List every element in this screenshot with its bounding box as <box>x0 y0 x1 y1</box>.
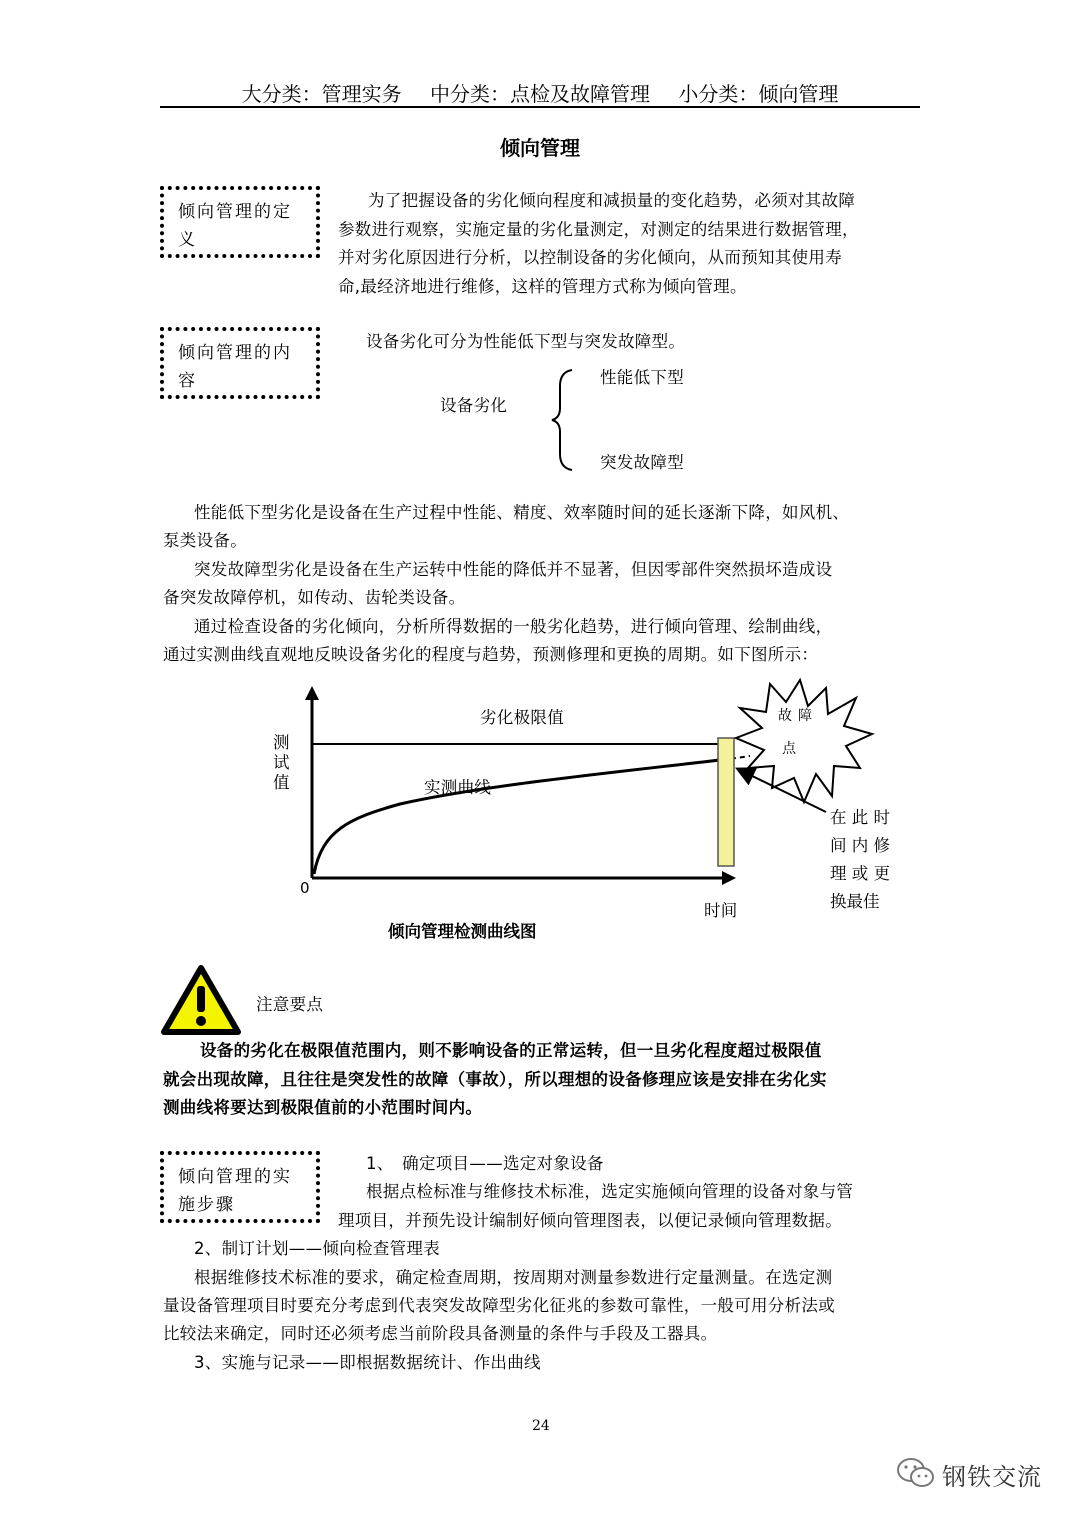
watermark-text: 钢铁交流 <box>942 1463 1042 1491</box>
step1-line-2: 理项目，并预先设计编制好倾向管理图表，以便记录倾向管理数据。 <box>338 1211 842 1230</box>
definition-box <box>160 186 320 258</box>
notice-line-3: 测曲线将要达到极限值前的小范围时间内。 <box>163 1098 483 1117</box>
page-number: 24 <box>532 1418 550 1434</box>
header-rule <box>160 106 920 108</box>
content-box <box>160 327 320 399</box>
optimal-window <box>718 738 734 866</box>
step3-title: 3、实施与记录——即根据数据统计、作出曲线 <box>194 1353 541 1372</box>
page-title: 倾向管理 <box>500 136 580 160</box>
content-intro: 设备劣化可分为性能低下型与突发故障型。 <box>366 332 686 351</box>
definition-line-4: 命,最经济地进行维修，这样的管理方式称为倾向管理。 <box>338 277 747 296</box>
limit-label: 劣化极限值 <box>480 708 564 727</box>
brace-label: 设备劣化 <box>440 396 508 415</box>
warning-triangle-icon <box>160 964 242 1036</box>
body-line-5: 通过检查设备的劣化倾向，分析所得数据的一般劣化趋势，进行倾向管理、绘制曲线， <box>194 617 833 636</box>
step1-line-1: 根据点检标准与维修技术标准，选定实施倾向管理的设备对象与管 <box>366 1182 854 1201</box>
header-middle: 中分类：点检及故障管理 <box>430 82 650 106</box>
measured-curve <box>314 760 720 874</box>
definition-line-2: 参数进行观察，实施定量的劣化量测定，对测定的结果进行数据管理， <box>338 220 859 239</box>
definition-box-line2: 义 <box>178 230 197 250</box>
page-header <box>160 78 920 107</box>
wechat-icon <box>896 1456 936 1490</box>
origin-label: 0 <box>300 879 310 897</box>
branch-performance: 性能低下型 <box>600 368 684 387</box>
notice-title: 注意要点 <box>256 995 324 1014</box>
curve-label: 实测曲线 <box>424 778 492 797</box>
figure-caption: 倾向管理检测曲线图 <box>388 922 537 941</box>
y-axis-label: 测 试 值 <box>273 733 290 792</box>
body-line-4: 备突发故障停机，如传动、齿轮类设备。 <box>163 588 466 607</box>
definition-line-1: 为了把握设备的劣化倾向程度和减损量的变化趋势，必须对其故障 <box>368 191 856 210</box>
header-minor: 小分类：倾向管理 <box>678 82 839 106</box>
step2-title: 2、制订计划——倾向检查管理表 <box>194 1239 440 1258</box>
step2-line-3: 比较法来确定，同时还必须考虑当前阶段具备测量的条件与手段及工器具。 <box>163 1324 718 1343</box>
step1-title: 1、 确定项目——选定对象设备 <box>366 1154 604 1173</box>
steps-box <box>160 1151 320 1223</box>
content-box-line2: 容 <box>178 371 197 391</box>
brace-icon <box>548 368 578 472</box>
body-line-2: 泵类设备。 <box>163 531 247 550</box>
notice-line-1: 设备的劣化在极限值范围内，则不影响设备的正常运转，但一旦劣化程度超过极限值 <box>200 1041 822 1060</box>
definition-line-3: 并对劣化原因进行分析，以控制设备的劣化倾向，从而预知其使用寿 <box>338 248 842 267</box>
step2-line-2: 量设备管理项目时要充分考虑到代表突发故障型劣化征兆的参数可靠性，一般可用分析法或 <box>163 1296 835 1315</box>
trend-figure <box>260 670 920 930</box>
body-line-6: 通过实测曲线直观地反映设备劣化的程度与趋势，预测修理和更换的周期。如下图所示： <box>163 645 819 664</box>
step2-line-1: 根据维修技术标准的要求，确定检查周期，按周期对测量参数进行定量测量。在选定测 <box>194 1268 833 1287</box>
fault-label-point: 点 <box>782 741 796 757</box>
window-note: 在 此 时 间 内 修 理 或 更 换最佳 <box>830 808 890 911</box>
body-line-3: 突发故障型劣化是设备在生产运转中性能的降低并不显著，但因零部件突然损坏造成设 <box>194 560 833 579</box>
notice-line-2: 就会出现故障，且往往是突发性的故障（事故），所以理想的设备修理应该是安排在劣化实 <box>163 1070 827 1089</box>
body-line-1: 性能低下型劣化是设备在生产过程中性能、精度、效率随时间的延长逐渐下降，如风机、 <box>194 503 850 522</box>
header-major: 大分类：管理实务 <box>241 82 402 106</box>
fault-label: 故障 <box>778 708 818 724</box>
branch-sudden: 突发故障型 <box>600 453 684 472</box>
steps-box-line2: 施步骤 <box>178 1195 235 1215</box>
steps-box-line1: 倾向管理的实 <box>178 1167 292 1187</box>
content-box-line1: 倾向管理的内 <box>178 343 292 363</box>
x-axis-label: 时间 <box>704 901 738 920</box>
y-axis-arrow-icon <box>305 686 319 700</box>
x-axis-arrow-icon <box>722 871 736 885</box>
definition-box-line1: 倾向管理的定 <box>178 202 292 222</box>
fault-burst-icon <box>736 680 872 802</box>
